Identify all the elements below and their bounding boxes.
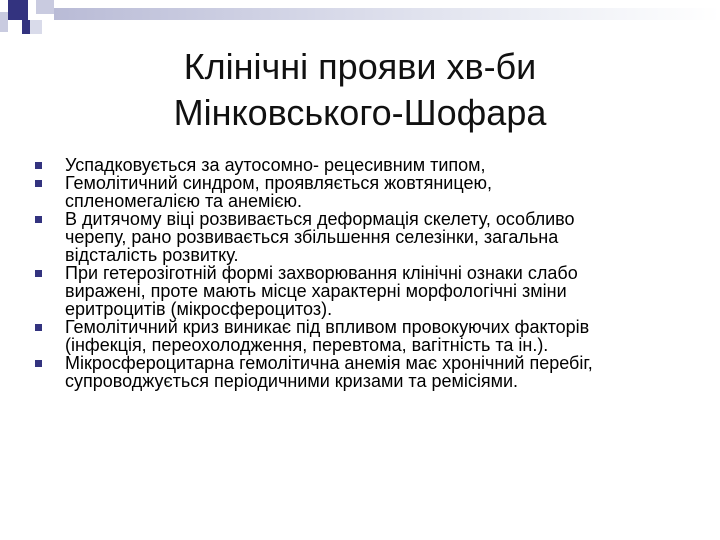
square-bullet-icon bbox=[35, 270, 42, 277]
bullet-item bbox=[35, 174, 695, 210]
bullet-item bbox=[35, 264, 695, 318]
bullet-item bbox=[35, 354, 695, 390]
decorative-square bbox=[36, 0, 54, 14]
bullet-text: Гемолітичний синдром, проявляється жовтяницею, спленомегалією та анемією. bbox=[65, 173, 492, 211]
bullet-text: Гемолітичний криз виникає під впливом провокуючих факторів (інфекція, переохолодження, перевтома, вагітність та ін.). bbox=[65, 317, 590, 355]
slide-title-line: Мінковського-Шофара bbox=[173, 92, 547, 133]
square-bullet-icon bbox=[35, 324, 42, 331]
bullet-text: Мікросфероцитарна гемолітична анемія має хронічний перебіг, супроводжується періодичними кризами та ремісіями. bbox=[65, 353, 593, 391]
decorative-square bbox=[0, 12, 8, 32]
decorative-square bbox=[30, 20, 42, 34]
bullet-text: Успадковується за аутосомно- рецесивним типом, bbox=[65, 155, 486, 175]
square-bullet-icon bbox=[35, 360, 42, 367]
bullet-list bbox=[35, 156, 695, 390]
bullet-item bbox=[35, 210, 695, 264]
decorative-square bbox=[8, 0, 28, 20]
square-bullet-icon bbox=[35, 216, 42, 223]
bullet-item bbox=[35, 156, 695, 174]
square-bullet-icon bbox=[35, 180, 42, 187]
square-bullet-icon bbox=[35, 162, 42, 169]
slide-title bbox=[60, 44, 660, 136]
bullet-text: При гетерозіготній формі захворювання клінічні ознаки слабо виражені, проте мають місце характерні морфологічні зміни еритроцитів (мікросфероцитоз). bbox=[65, 263, 578, 319]
top-gradient-bar bbox=[54, 8, 720, 20]
slide-title-line: Клінічні прояви хв-би bbox=[183, 46, 537, 87]
bullet-text: В дитячому віці розвивається деформація скелету, особливо черепу, рано розвивається збільшення селезінки, загальна відсталість розвитку. bbox=[65, 209, 575, 265]
bullet-item bbox=[35, 318, 695, 354]
